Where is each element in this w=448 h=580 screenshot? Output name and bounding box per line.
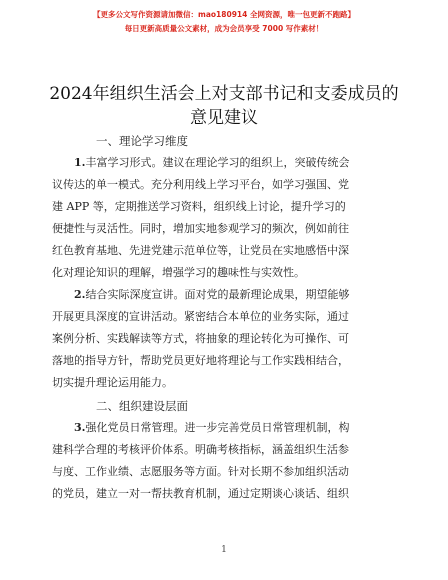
document-title-line-1: 2024年组织生活会上对支部书记和支委成员的 xyxy=(49,84,399,104)
paragraph-1-line-4: 便捷性与灵活性。同时，增加实地参观学习的频次，例如前往 xyxy=(52,222,349,235)
page-number: 1 xyxy=(221,545,227,555)
paragraph-3 xyxy=(52,417,396,505)
paragraph-1-line-5: 红色教育基地、先进党建示范单位等，让党员在实地感悟中深 xyxy=(52,244,349,257)
paragraph-1-number: 1. xyxy=(74,156,86,169)
paragraph-3-line-1-text: 强化党员日常管理。进一步完善党员日常管理机制，构 xyxy=(85,421,350,434)
section-heading-theory: 一、理论学习维度 xyxy=(96,134,188,148)
paragraph-2-line-1 xyxy=(52,284,396,306)
paragraph-3-number: 3. xyxy=(74,421,86,434)
paragraph-1-line-1-text: 丰富学习形式。建议在理论学习的组织上，突破传统会 xyxy=(85,156,350,169)
section-heading-organization: 二、组织建设层面 xyxy=(96,399,188,413)
paragraph-2 xyxy=(52,284,396,394)
paragraph-2-line-5: 切实提升理论运用能力。 xyxy=(52,376,173,389)
document-title xyxy=(0,82,448,130)
promo-banner-line-1: 【更多公文写作资源请加微信：mao180914 全网资源，唯一包更新不跑路】 xyxy=(93,10,355,19)
paragraph-1-line-2: 议传达的单一模式。充分利用线上学习平台，如学习强国、党 xyxy=(52,178,349,191)
document-title-line-2: 意见建议 xyxy=(190,108,258,128)
paragraph-2-line-3: 案例分析、实践解读等方式，将抽象的理论转化为可操作、可 xyxy=(52,332,349,345)
promo-banner xyxy=(0,8,448,36)
paragraph-3-line-4: 的党员，建立一对一帮扶教育机制，通过定期谈心谈话、组织 xyxy=(52,487,349,500)
paragraph-1-line-3: 建 APP 等，定期推送学习资料，组织线上讨论，提升学习的 xyxy=(52,200,346,213)
paragraph-3-line-2: 建科学合理的考核评价体系。明确考核指标，涵盖组织生活参 xyxy=(52,443,349,456)
paragraph-1 xyxy=(52,152,396,284)
promo-banner-line-2: 每日更新高质量公文素材，成为会员享受 7000 写作素材！ xyxy=(124,24,324,33)
paragraph-3-line-3: 与度、工作业绩、志愿服务等方面。针对长期不参加组织活动 xyxy=(52,465,349,478)
paragraph-2-line-2: 开展更具深度的宣讲活动。紧密结合本单位的业务实际，通过 xyxy=(52,310,349,323)
paragraph-3-line-1 xyxy=(52,417,396,439)
paragraph-2-line-1-text: 结合实际深度宣讲。面对党的最新理论成果，期望能够 xyxy=(85,288,350,301)
paragraph-2-line-4: 落地的指导方针，帮助党员更好地将理论与工作实践相结合， xyxy=(52,354,349,367)
paragraph-1-line-6: 化对理论知识的理解，增强学习的趣味性与实效性。 xyxy=(52,266,305,279)
paragraph-1-line-1 xyxy=(52,152,396,174)
paragraph-2-number: 2. xyxy=(74,288,86,301)
